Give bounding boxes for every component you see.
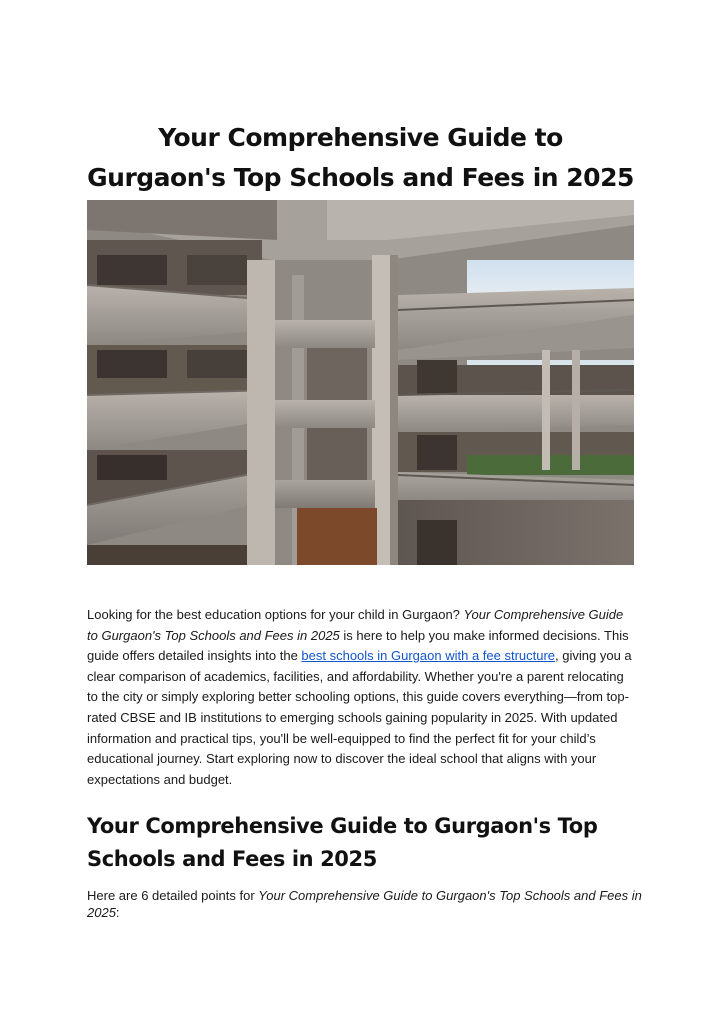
section-heading: Your Comprehensive Guide to Gurgaon's Top Schools and Fees in 2025 xyxy=(87,814,598,871)
intro-paragraph xyxy=(87,605,637,790)
best-schools-fee-structure-link[interactable]: best schools in Gurgaon with a fee structure xyxy=(301,648,556,664)
points-intro-lead: Here are 6 detailed points for xyxy=(87,888,259,903)
intro-after-emphasis: is here to help you make informed decisions. This guide offers detailed insights into the xyxy=(87,627,629,664)
document-title: Your Comprehensive Guide to Gurgaon's Top Schools and Fees in 2025 xyxy=(87,123,634,192)
courtyard-illustration xyxy=(87,200,634,565)
points-intro-trail: : xyxy=(115,905,120,920)
intro-emphasis: Your Comprehensive Guide to Gurgaon's Top Schools and Fees in 2025 xyxy=(87,607,624,643)
intro-after-link: , giving you a clear comparison of academics, facilities, and affordability. Whether you're a parent relocating to the city or simply exploring better schooling options, this guide covers everything—from top-rated CBSE and IB institutions to emerging schools gaining popularity in 2025. With updated information and practical tips, you'll be well-equipped to find the perfect fit for your child’s educational journey. Start exploring now to discover the ideal school that aligns with your expectations and budget. xyxy=(87,648,632,787)
points-intro-paragraph xyxy=(87,887,642,921)
intro-lead: Looking for the best education options for your child in Gurgaon? xyxy=(87,607,464,622)
points-intro-emphasis: Your Comprehensive Guide to Gurgaon's Top Schools and Fees in 2025 xyxy=(87,888,642,920)
school-building-image xyxy=(87,200,634,565)
